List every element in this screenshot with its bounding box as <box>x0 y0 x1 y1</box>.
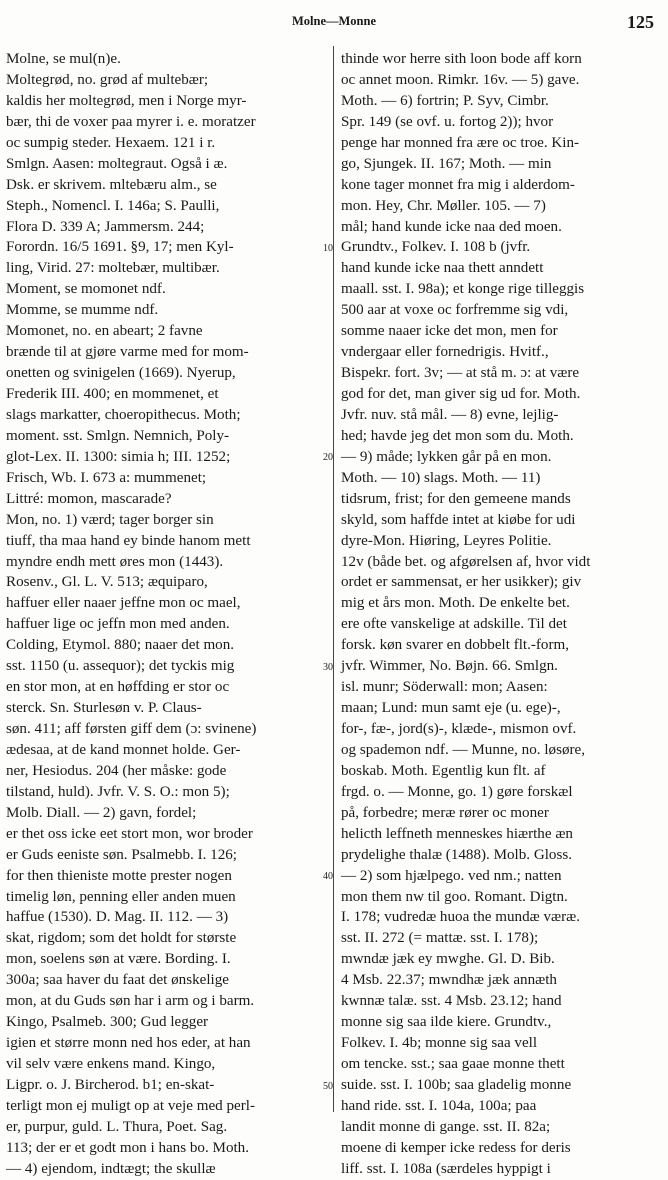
right-column-line: Moth. — 6) fortrin; P. Syv, Cimbr. <box>341 92 549 109</box>
left-column-line: mon, at du Guds søn har i arm og i barm. <box>6 993 255 1010</box>
right-column-line: Grundtv., Folkev. I. 108 b (jvfr. <box>341 239 531 256</box>
right-column-line: liff. sst. I. 108a (særdeles hyppigt i <box>341 1160 551 1177</box>
right-column-line: frgd. o. — Monne, go. 1) gøre forskæl <box>341 783 573 800</box>
left-column-line: er thet oss icke eet stort mon, wor broder <box>6 825 253 842</box>
left-column-line: ner, Hesiodus. 204 (her måske: gode <box>6 762 227 779</box>
left-column-line: Ligpr. o. J. Bircherod. b1; en-skat- <box>6 1076 215 1093</box>
right-column-line: dyre-Mon. Hiøring, Leyres Politie. <box>341 532 552 549</box>
left-column-line: Kingo, Psalmeb. 300; Gud legger <box>6 1014 209 1031</box>
right-column-line: 500 aar at voxe oc forfremme sig vdi, <box>341 302 569 319</box>
right-column-line: Moth. — 10) slags. Moth. — 11) <box>341 469 541 486</box>
right-column-line: somme naaer icke det mon, men for <box>341 323 558 340</box>
right-column-line: om tencke. sst.; saa gaae monne thett <box>341 1056 565 1072</box>
left-column-line: Frederik III. 400; en mommenet, et <box>6 386 219 402</box>
left-column-line: mon, soelens søn at være. Bording. I. <box>6 951 231 968</box>
right-column-line: maall. sst. I. 98a); et konge rige tilleggis <box>341 281 585 298</box>
right-column-line: Bispekr. fort. 3v; — at stå m. ɔ: at være <box>341 365 580 382</box>
left-column-line: 300a; saa haver du faat det ønskelige <box>6 972 229 989</box>
left-column-line: Flora D. 339 A; Jammersm. 244; <box>6 218 205 235</box>
left-column-line: Steph., Nomencl. I. 146a; S. Paulli, <box>6 197 220 214</box>
right-column-line: på, forbedre; meræ rører oc moner <box>341 804 549 821</box>
right-column-line: prydelighe thalæ (1488). Molb. Gloss. <box>341 846 572 863</box>
right-column-line: mig et års mon. Moth. De enkelte bet. <box>341 595 570 612</box>
left-column-line: haffuer eller naaer jeffne mon oc mael, <box>6 595 241 612</box>
right-column-line: isl. munr; Söderwall: mon; Aasen: <box>341 679 548 696</box>
right-column-line: go, Sjungek. II. 167; Moth. — min <box>341 155 552 172</box>
left-column-line: timelig løn, penning eller anden muen <box>6 888 236 905</box>
right-column-line: ere ofte vanskelige at adskille. Til det <box>341 616 567 633</box>
right-column-line: for-, fæ-, jord(s)-, klæde-, mismon ovf. <box>341 721 577 737</box>
left-column <box>6 49 327 1177</box>
right-column-line: Jvfr. nuv. stå mål. — 8) evne, lejlig- <box>341 406 559 423</box>
right-column-line: ordet er sammensat, er her usikker); giv <box>341 574 582 591</box>
right-column-line: kone tager monnet fra mig i alderdom- <box>341 176 575 193</box>
page-header <box>0 12 668 36</box>
right-column-line: Spr. 149 (se ovf. u. fortog 2)); hvor <box>341 113 554 130</box>
left-column-line: sst. 1150 (u. assequor); det tyckis mig <box>6 658 235 675</box>
right-column-line: mon them nw til goo. Romant. Digtn. <box>341 888 568 905</box>
right-column-line: — 2) som hjælpego. ved nm.; natten <box>341 867 562 884</box>
right-column-line: 12v (både bet. og afgørelsen af, hvor vidt <box>341 553 591 570</box>
right-column-line: mwndæ jæk ey mwghe. Gl. D. Bib. <box>341 951 555 968</box>
right-column-line: hand ride. sst. I. 104a, 100a; paa <box>341 1097 537 1114</box>
left-column-line: vil selv være enkens mand. Kingo, <box>6 1056 216 1072</box>
left-column-line: Forordn. 16/5 1691. §9, 17; men Kyl- <box>6 239 234 256</box>
left-column-line: søn. 411; aff førsten giff dem (ɔ: svinene) <box>6 721 257 737</box>
right-column-line: suide. sst. I. 100b; saa gladelig monne <box>341 1076 572 1093</box>
left-column-line: igien et større monn ned hos eder, at han <box>6 1035 251 1052</box>
right-column-line: maan; Lund: mun samt eje (u. ege)-, <box>341 700 561 717</box>
right-column-line: Folkev. I. 4b; monne sig saa vell <box>341 1035 538 1052</box>
right-column-line: landit monne di gange. sst. II. 82a; <box>341 1118 551 1135</box>
left-column-line: Smlgn. Aasen: moltegraut. Også i æ. <box>6 155 228 172</box>
right-column-line: forsk. køn svarer en dobbelt flt.-form, <box>341 637 570 654</box>
line-number: 20 <box>323 452 333 464</box>
column-divider <box>333 46 334 1112</box>
left-column-line: Dsk. er skrivem. mltebæru alm., se <box>6 176 217 193</box>
right-column-line: moene di kemper icke redess for deris <box>341 1139 571 1156</box>
right-column-line: hand kunde icke naa thett anndett <box>341 260 544 277</box>
line-number: 30 <box>323 661 333 673</box>
left-column-line: sterck. Sn. Sturlesøn v. P. Claus- <box>6 700 202 717</box>
right-column-line: — 9) måde; lykken går på en mon. <box>341 448 552 465</box>
right-column-line: boskab. Moth. Egentlig kun flt. af <box>341 762 546 779</box>
left-column-line: Molne, se mul(n)e. <box>6 51 121 67</box>
left-column-line: en stor mon, at en høffding er stor oc <box>6 679 230 696</box>
left-column-line: Moltegrød, no. grød af multebær; <box>6 71 209 88</box>
right-column-line: mon. Hey, Chr. Møller. 105. — 7) <box>341 197 546 214</box>
left-column-line: ædesaa, at de kand monnet holde. Ger- <box>6 741 241 758</box>
left-column-line: slags markatter, choeropithecus. Moth; <box>6 406 241 423</box>
right-column-line: og spademon ndf. — Munne, no. løsøre, <box>341 741 585 758</box>
left-column-line: er, purpur, guld. L. Thura, Poet. Sag. <box>6 1118 228 1135</box>
line-number: 10 <box>323 242 333 254</box>
right-column-line: mål; hand kunde icke naa ded moen. <box>341 218 562 235</box>
left-column-line: bær, thi de voxer paa myrer i. e. moratzer <box>6 113 256 130</box>
right-column-line: 4 Msb. 22.37; mwndhæ jæk annæth <box>341 972 557 989</box>
left-column-line: myndre endh mett øres mon (1443). <box>6 553 224 570</box>
left-column-line: Momonet, no. en abeart; 2 favne <box>6 323 203 340</box>
right-column-line: monne sig saa ilde kiere. Grundtv., <box>341 1014 552 1031</box>
right-column-line: penge har monned fra ære oc troe. Kin- <box>341 134 580 151</box>
left-column-line: haffue (1530). D. Mag. II. 112. — 3) <box>6 909 229 926</box>
line-number: 40 <box>323 871 333 883</box>
left-column-line: — 4) ejendom, indtægt; the skullæ <box>6 1160 216 1177</box>
left-column-line: for then thieniste motte prester nogen <box>6 867 232 884</box>
left-column-line: brænde til at gjøre varme med for mom- <box>6 344 249 361</box>
left-column-line: oc sumpig steder. Hexaem. 121 i r. <box>6 134 216 151</box>
left-column-line: Moment, se momonet ndf. <box>6 281 166 298</box>
right-column-line: helicth leffneth menneskes hiærthe æn <box>341 825 573 842</box>
left-column-line: skat, rigdom; som det holdt for største <box>6 930 237 947</box>
right-column-line: jvfr. Wimmer, No. Bøjn. 66. Smlgn. <box>341 658 558 675</box>
left-column-line: Momme, se mumme ndf. <box>6 302 159 319</box>
left-column-line: Littré: momon, mascarade? <box>6 490 172 507</box>
right-column-line: thinde wor herre sith loon bode aff korn <box>341 51 582 67</box>
left-column-line: kaldis her moltegrød, men i Norge myr- <box>6 92 247 109</box>
left-column-line: 113; der er et godt mon i hans bo. Moth. <box>6 1139 250 1156</box>
right-column-line: skyld, som haffde intet at kiøbe for udi <box>341 511 576 528</box>
left-column-line: Mon, no. 1) værd; tager borger sin <box>6 511 214 528</box>
right-column-line: kwnnæ talæ. sst. 4 Msb. 23.12; hand <box>341 993 562 1010</box>
left-column-line: ling, Virid. 27: moltebær, multibær. <box>6 260 220 277</box>
left-column-line: onetten og svinigelen (1669). Nyerup, <box>6 365 236 382</box>
right-column <box>341 49 662 1177</box>
left-column-line: Frisch, Wb. I. 673 a: mummenet; <box>6 469 207 486</box>
right-column-line: sst. II. 272 (= mattæ. sst. I. 178); <box>341 930 539 947</box>
right-column-line: vndergaar eller fornedrigis. Hvitf., <box>341 344 549 361</box>
line-number: 50 <box>323 1080 333 1092</box>
left-column-line: tiuff, tha maa hand ey binde hanom mett <box>6 532 251 549</box>
running-head: Molne—Monne <box>291 14 377 28</box>
left-column-line: terligt mon ej muligt op at veje med perl- <box>6 1097 255 1114</box>
left-column-line: moment. sst. Smlgn. Nemnich, Poly- <box>6 427 230 444</box>
left-column-line: Colding, Etymol. 880; naaer det mon. <box>6 637 235 654</box>
page-number: 125 <box>627 12 654 32</box>
right-column-line: I. 178; vudredæ huoa the mundæ væræ. <box>341 909 580 926</box>
left-column-line: tilstand, huld). Jvfr. V. S. O.: mon 5); <box>6 783 230 800</box>
left-column-line: Rosenv., Gl. L. V. 513; æquiparo, <box>6 574 208 591</box>
left-column-line: glot-Lex. II. 1300: simia h; III. 1252; <box>6 448 231 465</box>
right-column-line: oc annet moon. Rimkr. 16v. — 5) gave. <box>341 71 580 88</box>
right-column-line: tidsrum, frist; for den gemeene mands <box>341 490 571 507</box>
left-column-line: er Guds eeniste søn. Psalmebb. I. 126; <box>6 846 237 863</box>
left-column-line: haffuer lige oc jeffn mon med anden. <box>6 616 230 633</box>
left-column-line: Molb. Diall. — 2) gavn, fordel; <box>6 804 197 821</box>
right-column-line: god for det, man giver sig ud for. Moth. <box>341 386 581 402</box>
right-column-line: hed; havde jeg det mon som du. Moth. <box>341 427 574 444</box>
